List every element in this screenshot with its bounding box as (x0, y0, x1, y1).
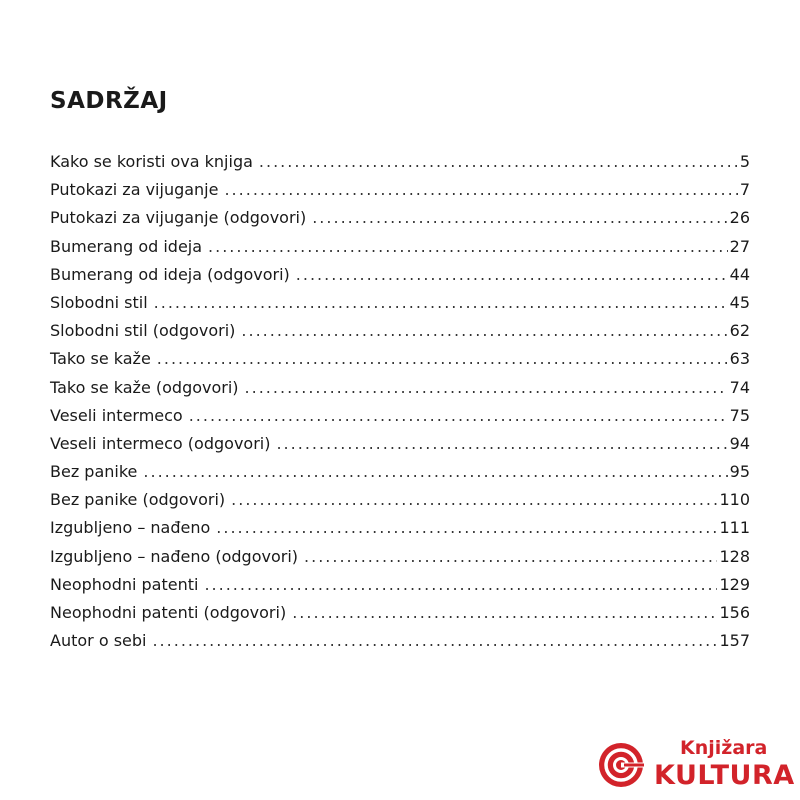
toc-entry-page: 157 (719, 631, 750, 651)
logo-text-bottom: KULTURA (654, 760, 795, 791)
toc-entry-title: Bumerang od ideja (50, 236, 203, 256)
toc-entry (50, 204, 750, 232)
toc-entry-page: 111 (719, 518, 750, 538)
logo-text-top: Knjižara (680, 737, 768, 759)
toc-entry-title: Bez panike (50, 462, 138, 482)
toc-leader-dots (189, 402, 728, 430)
toc-entry-page: 45 (729, 292, 750, 312)
toc-entry-page: 75 (729, 405, 750, 425)
toc-entry-page: 27 (729, 236, 750, 256)
toc-entry (50, 317, 750, 345)
toc-entry-page: 74 (729, 377, 750, 397)
toc-entry-title: Izgubljeno – nađeno (50, 518, 211, 538)
toc-entry-page: 95 (729, 462, 750, 482)
toc-entry-title: Neophodni patenti (50, 574, 199, 594)
bookstore-logo (598, 736, 794, 794)
toc-entry (50, 233, 750, 261)
toc-leader-dots (304, 543, 717, 571)
toc-entry-page: 26 (729, 208, 750, 228)
toc-entry-page: 156 (719, 603, 750, 622)
toc-entry-title: Putokazi za vijuganje (odgovori) (50, 208, 307, 228)
toc-entry-title: Slobodni stil (odgovori) (50, 321, 236, 341)
toc-leader-dots (143, 458, 727, 486)
toc-entry (50, 458, 750, 486)
toc-entry (50, 289, 750, 317)
toc-entry (50, 345, 750, 373)
toc-leader-dots (231, 486, 717, 514)
toc-entry (50, 430, 750, 458)
toc-entry-title: Tako se kaže (odgovori) (50, 377, 239, 397)
toc-entry-title: Bez panike (odgovori) (50, 490, 226, 510)
toc-entry-title: Kako se koristi ova knjiga (50, 152, 253, 171)
toc-entry-page: 62 (729, 321, 750, 341)
toc-entry (50, 486, 750, 514)
toc-leader-dots (208, 233, 728, 261)
toc-entry-title: Tako se kaže (50, 349, 151, 369)
toc-entry (50, 543, 750, 571)
page-title: SADRŽAJ (50, 88, 168, 114)
toc-leader-dots (157, 345, 728, 373)
toc-entry-page: 129 (719, 574, 750, 594)
toc-entry-title: Bumerang od ideja (odgovori) (50, 264, 290, 284)
bookstore-logo-icon (598, 742, 644, 788)
toc-entry-page: 110 (719, 490, 750, 510)
toc-entry-title: Izgubljeno – nađeno (odgovori) (50, 546, 299, 566)
toc-entry (50, 599, 750, 627)
toc-entry-page: 44 (729, 264, 750, 284)
toc-entry-page: 94 (729, 433, 750, 453)
toc-leader-dots (216, 514, 717, 542)
toc-entry-page: 63 (729, 349, 750, 369)
toc-entry-title: Putokazi za vijuganje (50, 180, 219, 200)
toc-entry (50, 148, 750, 176)
toc-entry (50, 374, 750, 402)
toc-entry (50, 176, 750, 204)
toc-leader-dots (259, 148, 738, 176)
toc-leader-dots (154, 289, 728, 317)
toc-leader-dots (292, 599, 717, 627)
toc-leader-dots (224, 176, 737, 204)
toc-entry-title: Slobodni stil (50, 292, 148, 312)
toc-entry-page: 5 (739, 152, 750, 171)
toc-entry-page: 7 (739, 180, 750, 200)
toc-leader-dots (241, 317, 727, 345)
toc-entry-title: Veseli intermeco (50, 405, 183, 425)
toc-entry-title: Veseli intermeco (odgovori) (50, 433, 271, 453)
toc-entry (50, 627, 750, 655)
toc-entry (50, 402, 750, 430)
toc-leader-dots (204, 571, 717, 599)
toc-entry (50, 571, 750, 599)
toc-entry (50, 514, 750, 542)
table-of-contents (50, 148, 750, 655)
toc-leader-dots (245, 374, 728, 402)
toc-leader-dots (152, 627, 717, 655)
toc-leader-dots (296, 261, 728, 289)
toc-entry (50, 261, 750, 289)
toc-leader-dots (312, 204, 727, 232)
toc-entry-page: 128 (719, 546, 750, 566)
toc-leader-dots (276, 430, 727, 458)
toc-entry-title: Neophodni patenti (odgovori) (50, 603, 287, 622)
toc-entry-title: Autor o sebi (50, 631, 147, 651)
